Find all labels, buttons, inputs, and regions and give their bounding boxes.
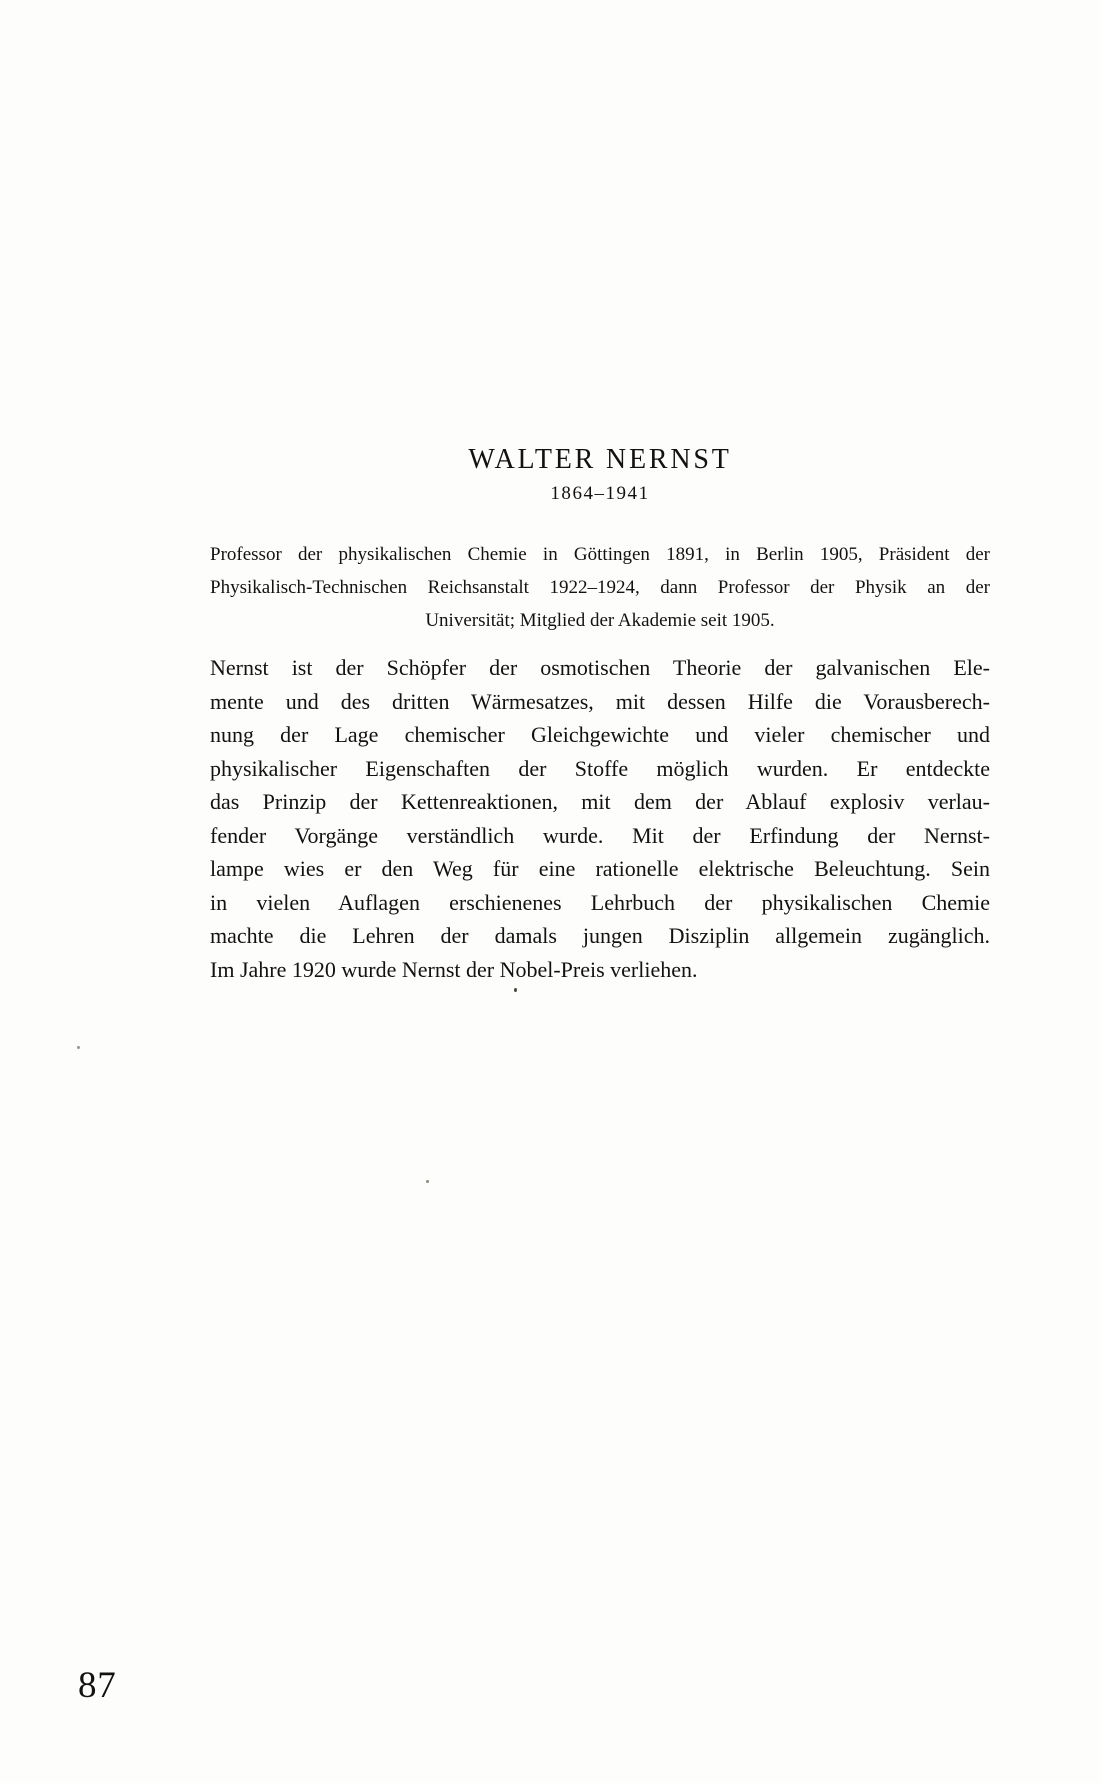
body-line: machte die Lehren der damals jungen Disziplin allgemein zugänglich. — [210, 923, 990, 948]
body-line: lampe wies er den Weg für eine rationelle elektrische Beleuchtung. Sein — [210, 856, 990, 881]
scan-speck — [514, 988, 517, 992]
affiliation-block — [210, 538, 990, 637]
scan-speck — [77, 1046, 80, 1049]
affiliation-line: Universität; Mitglied der Akademie seit 1905. — [425, 610, 775, 631]
life-dates: 1864–1941 — [550, 483, 650, 504]
body-line: fender Vorgänge verständlich wurde. Mit der Erfindung der Nernst- — [210, 822, 990, 848]
affiliation-line: Professor der physikalischen Chemie in Göttingen 1891, in Berlin 1905, Präsident der — [210, 544, 990, 565]
scan-speck — [426, 1180, 429, 1183]
body-line: das Prinzip der Kettenreaktionen, mit dem der Ablauf explosiv verlau- — [210, 789, 990, 814]
page-title: WALTER NERNST — [468, 444, 732, 475]
body-paragraph — [210, 651, 990, 986]
page-number: 87 — [78, 1665, 117, 1706]
body-line: in vielen Auflagen erschienenes Lehrbuch der physikalischen Chemie — [210, 889, 990, 915]
body-line: Im Jahre 1920 wurde Nernst der Nobel-Preis verliehen. — [210, 956, 698, 982]
body-line: nung der Lage chemischer Gleichgewichte und vieler chemischer und — [210, 722, 990, 747]
affiliation-line: Physikalisch-Technischen Reichsanstalt 1922–1924, dann Professor der Physik an der — [210, 577, 990, 598]
body-line: Nernst ist der Schöpfer der osmotischen Theorie der galvanischen Ele- — [210, 655, 990, 680]
body-line: mente und des dritten Wärmesatzes, mit dessen Hilfe die Vorausberech- — [210, 688, 990, 714]
body-line: physikalischer Eigenschaften der Stoffe möglich wurden. Er entdeckte — [210, 755, 990, 781]
